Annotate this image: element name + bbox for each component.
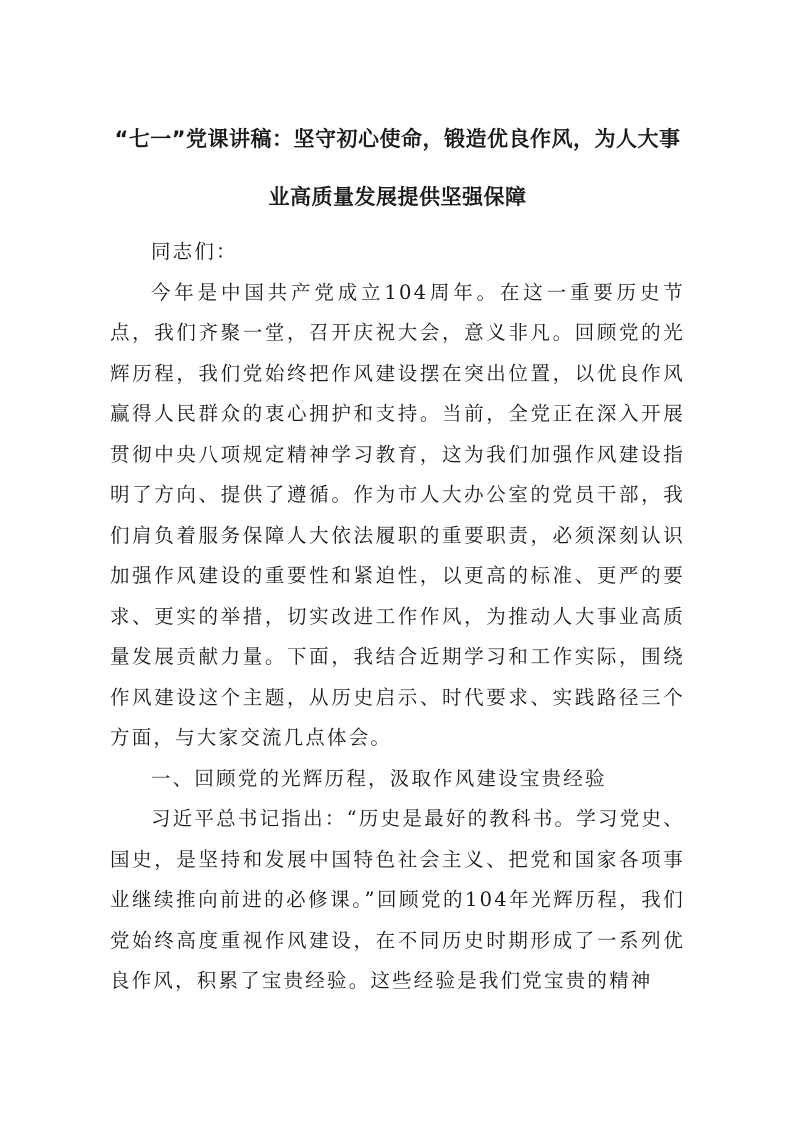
document-body (110, 232, 685, 1002)
section-heading: 一、回顾党的光辉历程，汲取作风建设宝贵经验 (150, 766, 607, 790)
document-title: “七一”党课讲稿：坚守初心使命，锻造优良作风，为人大事业高质量发展提供坚强保障 (114, 127, 681, 209)
intro-paragraph: 今年是中国共产党成立104周年。在这一重要历史节点，我们齐聚一堂，召开庆祝大会，意义非凡。回顾党的光辉历程，我们党始终把作风建设摆在突出位置，以优良作风赢得人民群众的衷心拥护和支持。当前，全党正在深入开展贯彻中央八项规定精神学习教育，这为我们加强作风建设指明了方向、提供了遵循。作为市人大办公室的党员干部，我们肩负着服务保障人大依法履职的重要职责，必须深刻认识加强作风建设的重要性和紧迫性，以更高的标准、更严的要求、更实的举措，切实改进工作作风，为推动人大事业高质量发展贡献力量。下面，我结合近期学习和工作实际，围绕作风建设这个主题，从历史启示、时代要求、实践路径三个方面，与大家交流几点体会。 (110, 280, 685, 749)
greeting: 同志们： (150, 240, 238, 263)
section-paragraph: 习近平总书记指出：“历史是最好的教科书。学习党史、国史，是坚持和发展中国特色社会主义、把党和国家各项事业继续推向前进的必修课。”回顾党的104年光辉历程，我们党始终高度重视作风建设，在不同历史时期形成了一系列优良作风，积累了宝贵经验。这些经验是我们党宝贵的精神 (110, 807, 685, 992)
